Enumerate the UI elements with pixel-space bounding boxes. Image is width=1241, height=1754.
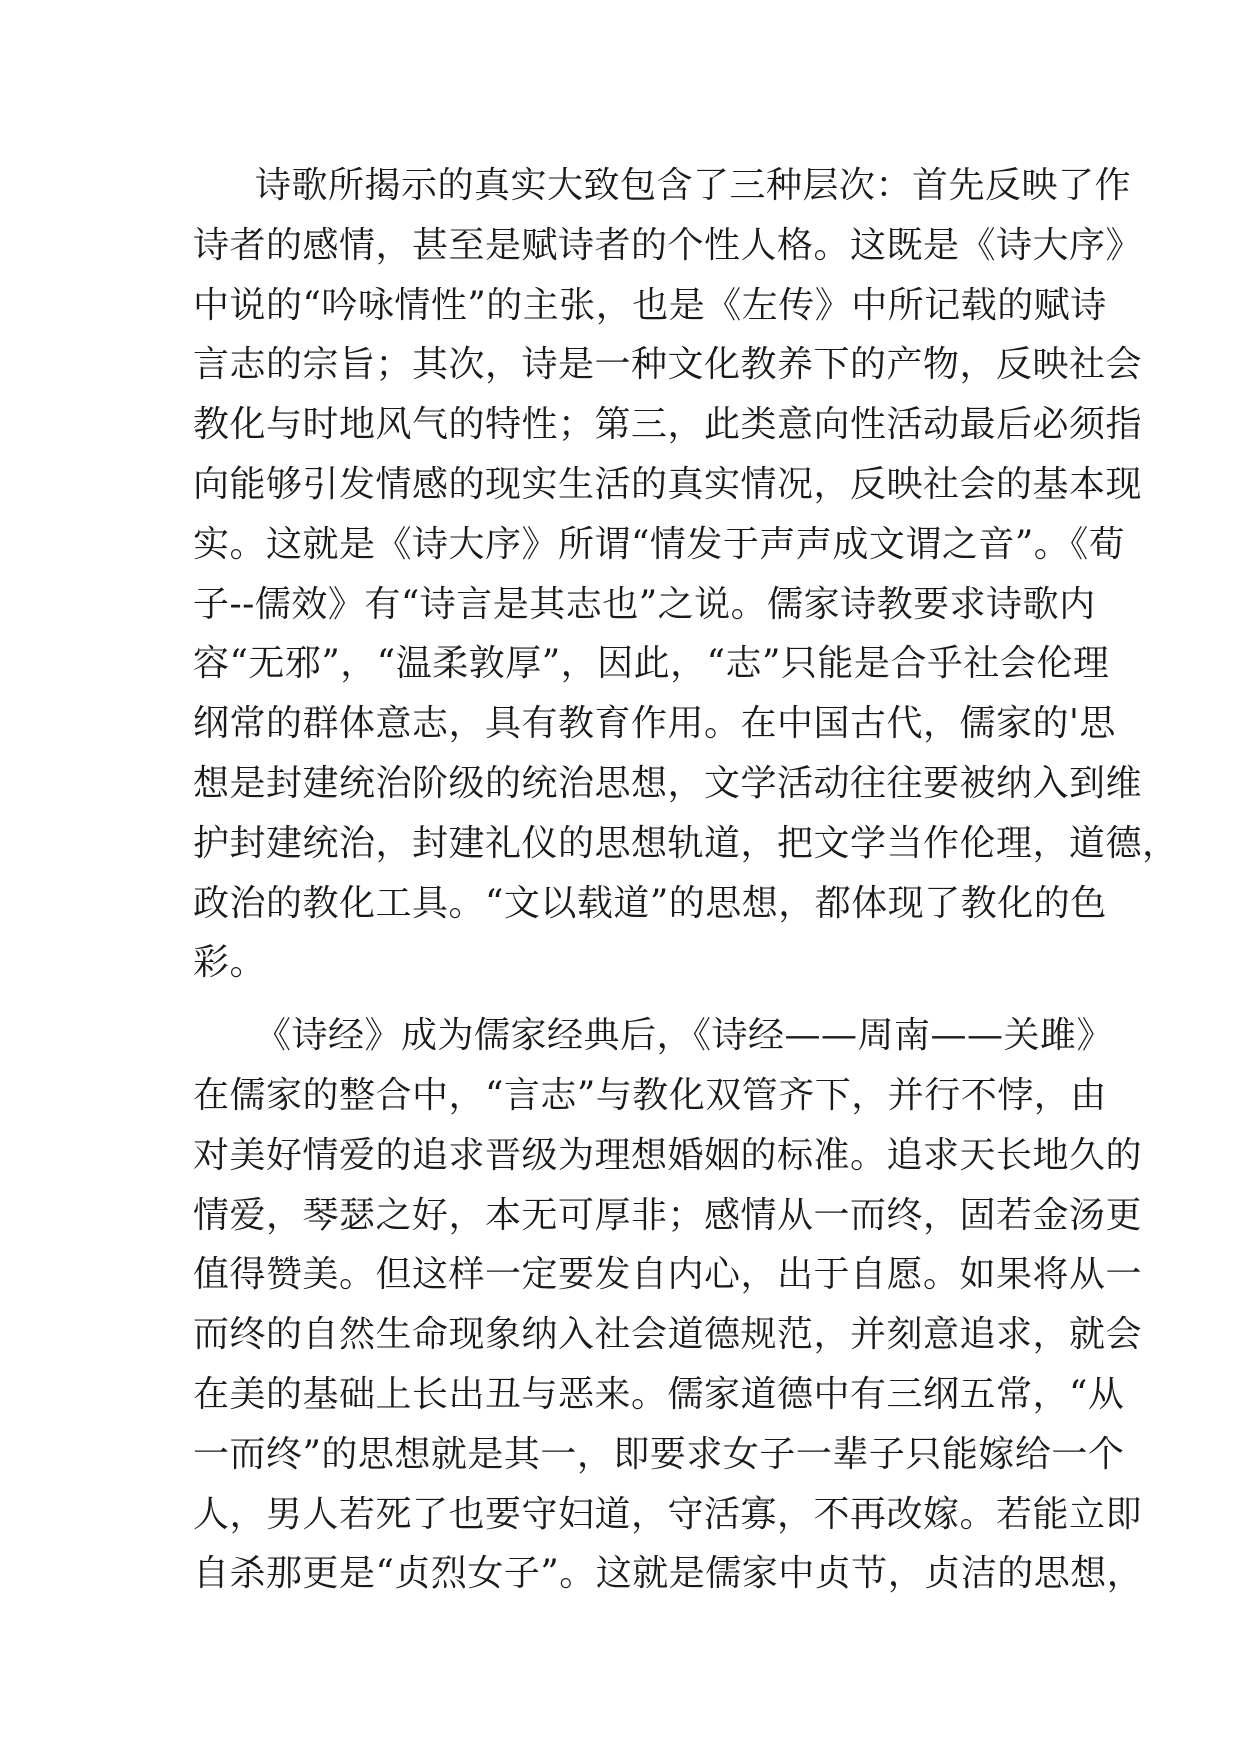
text-line: 向能够引发情感的现实生活的真实情况，反映社会的基本现 xyxy=(193,463,1143,505)
text-line: 纲常的群体意志，具有教育作用。在中国古代，儒家的'思 xyxy=(193,703,1116,745)
text-line: 对美好情爱的追求晋级为理想婚姻的标准。追求天长地久的 xyxy=(193,1134,1143,1176)
body-text xyxy=(193,156,1179,1604)
paragraph-spacer xyxy=(193,993,1063,1006)
text-line: 实。这就是《诗大序》所谓“情发于声声成文谓之音”。《荀 xyxy=(193,523,1126,565)
text-line: 情爱，琴瑟之好，本无可厚非；感情从一而终，固若金汤更 xyxy=(193,1194,1143,1236)
text-line: 人，男人若死了也要守妇道，守活寡，不再改嫁。若能立即 xyxy=(193,1493,1143,1535)
text-line: 诗歌所揭示的真实大致包含了三种层次：首先反映了作 xyxy=(255,165,1132,206)
text-line: 中说的“吟咏情性”的主张，也是《左传》中所记载的赋诗 xyxy=(193,284,1107,326)
paragraph-2 xyxy=(193,1006,1144,1604)
text-line: 一而终”的思想就是其一，即要求女子一辈子只能嫁给一个 xyxy=(193,1433,1125,1475)
text-line: 容“无邪”，“温柔敦厚”，因此，“志”只能是合乎社会伦理 xyxy=(193,643,1110,685)
text-line: 值得赞美。但这样一定要发自内心，出于自愿。如果将从一 xyxy=(193,1254,1143,1296)
text-line: 子--儒效》有“诗言是其志也”之说。儒家诗教要求诗歌内 xyxy=(193,583,1096,625)
text-line: 《诗经》成为儒家经典后，《诗经——周南——关雎》 xyxy=(255,1015,1114,1057)
text-line: 在儒家的整合中，“言志”与教化双管齐下，并行不悖，由 xyxy=(193,1074,1107,1116)
text-line: 自杀那更是“贞烈女子”。这就是儒家中贞节，贞洁的思想， xyxy=(193,1553,1144,1595)
text-line: 而终的自然生命现象纳入社会道德规范，并刻意追求，就会 xyxy=(193,1314,1143,1356)
text-line: 想是封建统治阶级的统治思想，文学活动往往要被纳入到维 xyxy=(193,762,1143,804)
text-line: 教化与时地风气的特性；第三，此类意向性活动最后必须指 xyxy=(193,404,1143,446)
text-line: 在美的基础上长出丑与恶来。儒家道德中有三纲五常，“从 xyxy=(193,1373,1125,1415)
text-line: 护封建统治，封建礼仪的思想轨道，把文学当作伦理，道德， xyxy=(193,822,1179,864)
text-line: 彩。 xyxy=(193,942,267,984)
text-line: 诗者的感情，甚至是赋诗者的个性人格。这既是《诗大序》 xyxy=(193,224,1143,266)
text-line: 政治的教化工具。“文以载道”的思想，都体现了教化的色 xyxy=(193,882,1107,924)
paragraph-1 xyxy=(193,156,1179,993)
text-line: 言志的宗旨；其次，诗是一种文化教养下的产物，反映社会 xyxy=(193,344,1143,386)
